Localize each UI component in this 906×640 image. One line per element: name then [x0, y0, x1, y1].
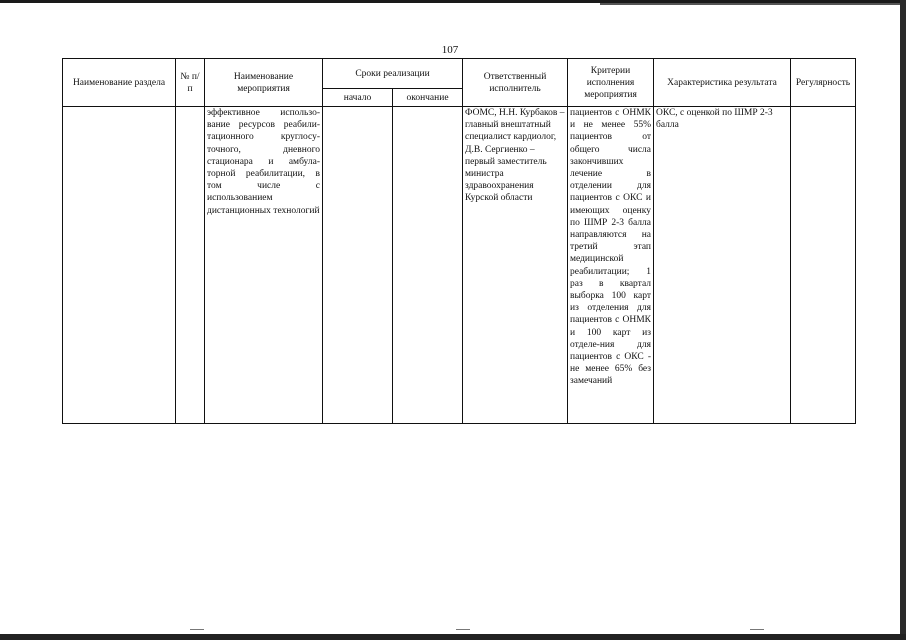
header-number: № п/п [176, 59, 205, 107]
header-regularity: Регулярность [791, 59, 856, 107]
table-row [63, 107, 856, 424]
header-section-name: Наименование раздела [63, 59, 176, 107]
cell-regularity [791, 107, 856, 424]
scan-mark [750, 629, 764, 630]
scan-edge-right [900, 0, 906, 640]
cell-number [176, 107, 205, 424]
scan-mark [456, 629, 470, 630]
cell-event-name: эффективное использо-вание ресурсов реабили-тационного круглосу-точного, дневного стационара и амбула-торной реабилитации, в том числе с использованием дистанционных технологий [205, 107, 323, 424]
header-start: начало [323, 89, 393, 107]
cell-section-name [63, 107, 176, 424]
header-event-name: Наименование мероприятия [205, 59, 323, 107]
table-header-row [63, 59, 856, 89]
header-deadlines: Сроки реализации [323, 59, 463, 89]
cell-criteria: пациентов с ОНМК и не менее 55% пациентов от общего числа закончивших лечение в отделении для пациентов с ОКС и имеющих оценку по ШМР 2-3 балла направляются на третий этап медицинской реабилитации; 1 раз в квартал выборка 100 карт из отделения для пациентов с ОНМК и 100 карт из отделе-ния для пациентов с ОКС - не менее 65% без замечаний [568, 107, 654, 424]
cell-result: ОКС, с оценкой по ШМР 2-3 балла [654, 107, 791, 424]
header-responsible: Ответственный исполнитель [463, 59, 568, 107]
scan-edge-top-shadow [600, 3, 906, 5]
cell-end [393, 107, 463, 424]
plan-table [62, 58, 856, 424]
scan-mark [190, 629, 204, 630]
scan-edge-bottom [0, 634, 906, 640]
header-end: окончание [393, 89, 463, 107]
cell-start [323, 107, 393, 424]
header-criteria: Критерии исполнения мероприятия [568, 59, 654, 107]
page-number: 107 [441, 44, 459, 56]
cell-responsible: ФОМС, Н.Н. Курбаков – главный внештатный специалист кардиолог, Д.В. Сергиенко – первый заместитель министра здравоохранения Курской области [463, 107, 568, 424]
header-result: Характеристика результата [654, 59, 791, 107]
